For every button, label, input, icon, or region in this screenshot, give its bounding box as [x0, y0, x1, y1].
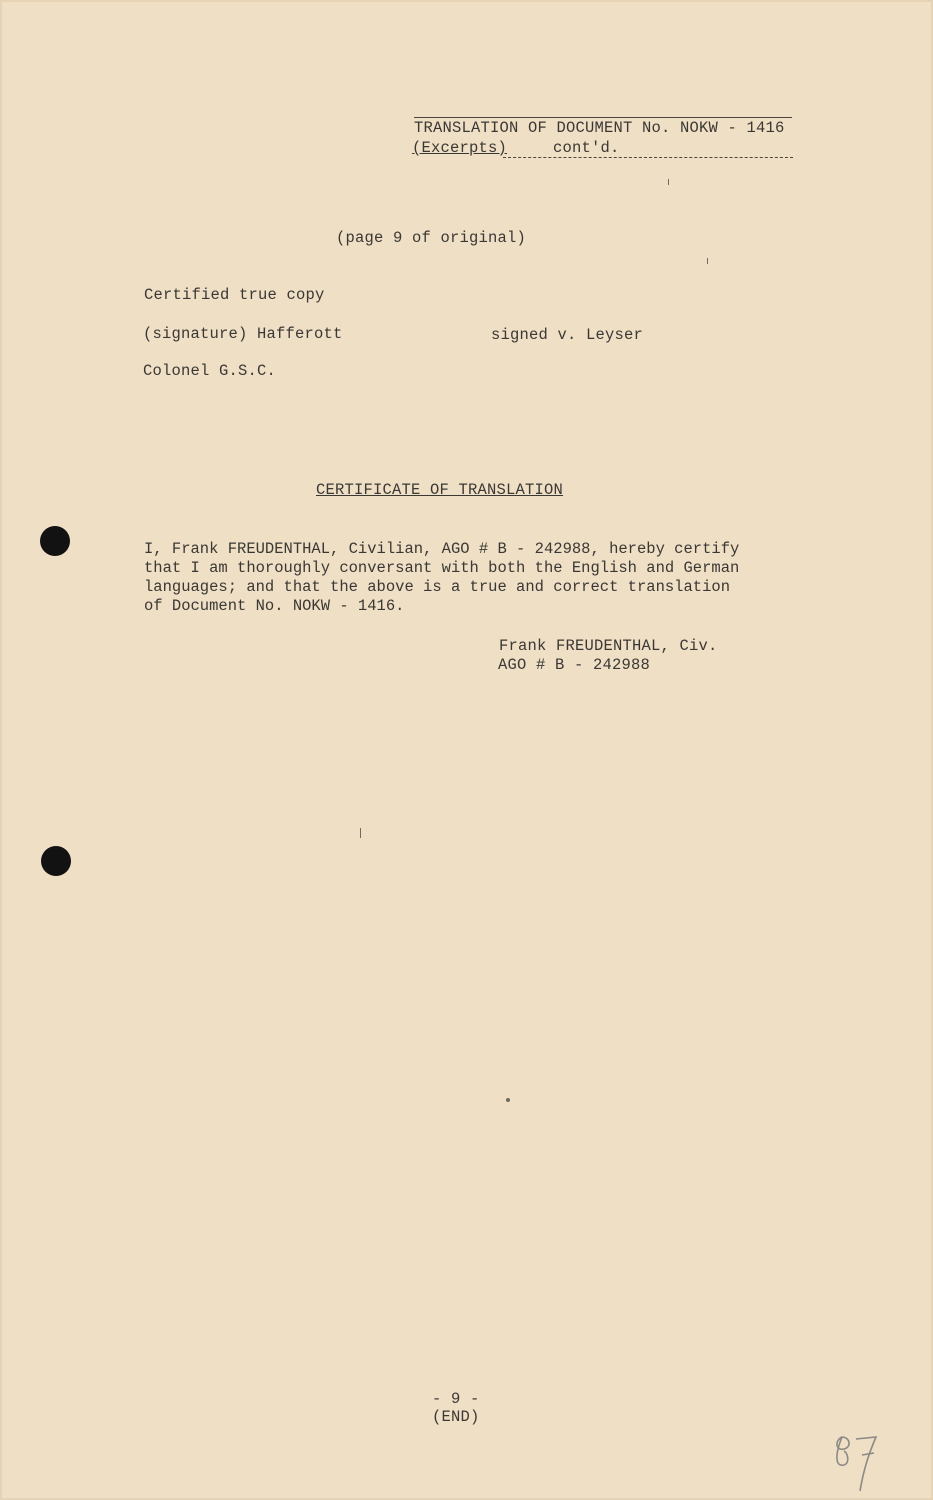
paper-speck — [707, 258, 708, 264]
certificate-line: I, Frank FREUDENTHAL, Civilian, AGO # B - 242988, hereby certify — [144, 540, 740, 558]
certificate-title: CERTIFICATE OF TRANSLATION — [316, 481, 564, 499]
paper-speck — [668, 179, 669, 185]
rank-line: Colonel G.S.C. — [143, 362, 277, 380]
excerpts-label: (Excerpts) — [412, 139, 508, 157]
paper-speck — [360, 828, 361, 838]
continued-label: cont'd. — [553, 139, 620, 157]
certificate-line: languages; and that the above is a true and correct translation — [144, 578, 730, 596]
end-marker: (END) — [432, 1408, 480, 1426]
subtitle-rule — [503, 157, 793, 159]
signature-line: (signature) Hafferott — [143, 325, 343, 343]
page-of-original: (page 9 of original) — [336, 229, 527, 247]
certificate-body — [144, 540, 739, 616]
document-title: TRANSLATION OF DOCUMENT No. NOKW - 1416 — [414, 119, 785, 137]
certified-copy-line: Certified true copy — [144, 286, 325, 304]
certificate-line: of Document No. NOKW - 1416. — [144, 597, 405, 615]
punch-hole — [41, 846, 71, 876]
punch-hole — [40, 526, 70, 556]
paper-speck — [506, 1098, 510, 1102]
signed-line: signed v. Leyser — [491, 326, 644, 344]
handwritten-number — [832, 1427, 892, 1497]
certificate-line: that I am thoroughly conversant with both the English and German — [144, 559, 740, 577]
document-subtitle — [412, 139, 620, 158]
page-number: - 9 - — [432, 1390, 480, 1408]
header-rule — [414, 117, 792, 118]
translator-name: Frank FREUDENTHAL, Civ. — [499, 637, 718, 655]
translator-ago-number: AGO # B - 242988 — [498, 656, 651, 674]
